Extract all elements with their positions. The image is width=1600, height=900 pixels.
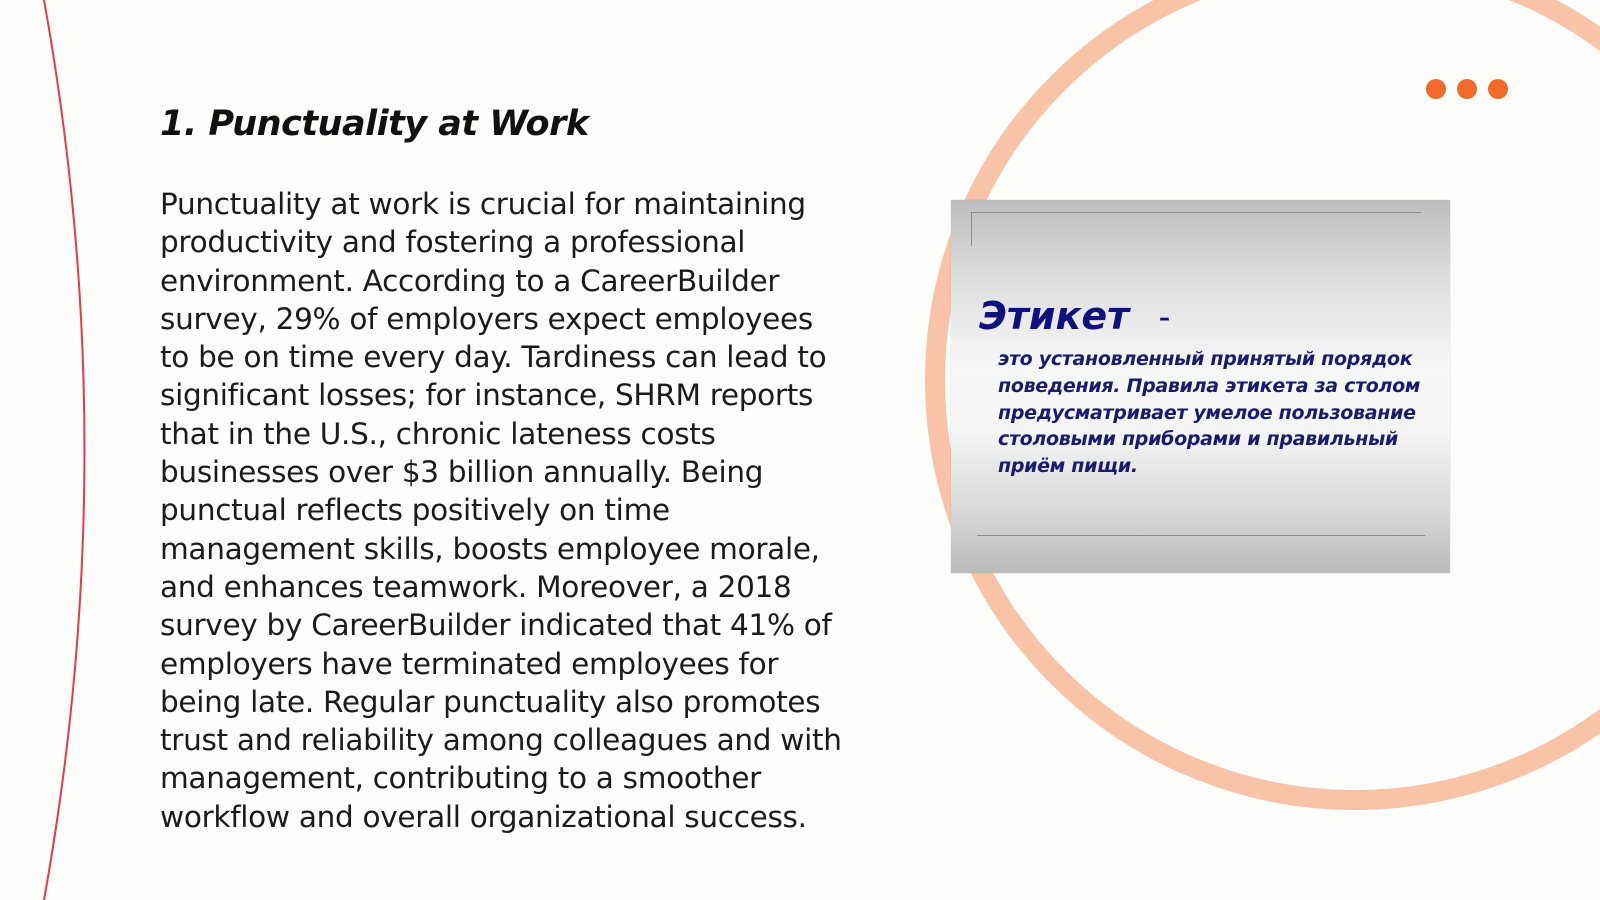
- decorative-left-curve: [44, 0, 85, 900]
- dot-icon: [1426, 79, 1446, 99]
- slide-title: 1. Punctuality at Work: [160, 104, 589, 144]
- card-border-line: [971, 212, 972, 246]
- etiquette-term: Этикет: [979, 294, 1130, 338]
- term-dash: –: [1159, 306, 1170, 331]
- card-border-line: [977, 535, 1425, 536]
- card-border-line: [971, 212, 1421, 213]
- dots-decoration: [1426, 79, 1508, 99]
- etiquette-definition: это установленный принятый порядок поведения. Правила этикета за столом предусматривает умелое пользование столовыми приборами и правильный приём пищи.: [998, 348, 1421, 478]
- dot-icon: [1457, 79, 1477, 99]
- etiquette-definition-image: [951, 200, 1450, 573]
- dot-icon: [1488, 79, 1508, 99]
- slide-body-text: Punctuality at work is crucial for maintaining productivity and fostering a professional environment. According to a CareerBuilder survey, 29% of employers expect employees to be on time every day. Tardiness can lead to significant losses; for instance, SHRM reports that in the U.S., chronic lateness costs businesses over $3 billion annually. Being punctual reflects positively on time management skills, boosts employee morale, and enhances teamwork. Moreover, a 2018 survey by CareerBuilder indicated that 41% of employers have terminated employees for being late. Regular punctuality also promotes trust and reliability among colleagues and with management, contributing to a smoother workflow and overall organizational success.: [160, 187, 842, 834]
